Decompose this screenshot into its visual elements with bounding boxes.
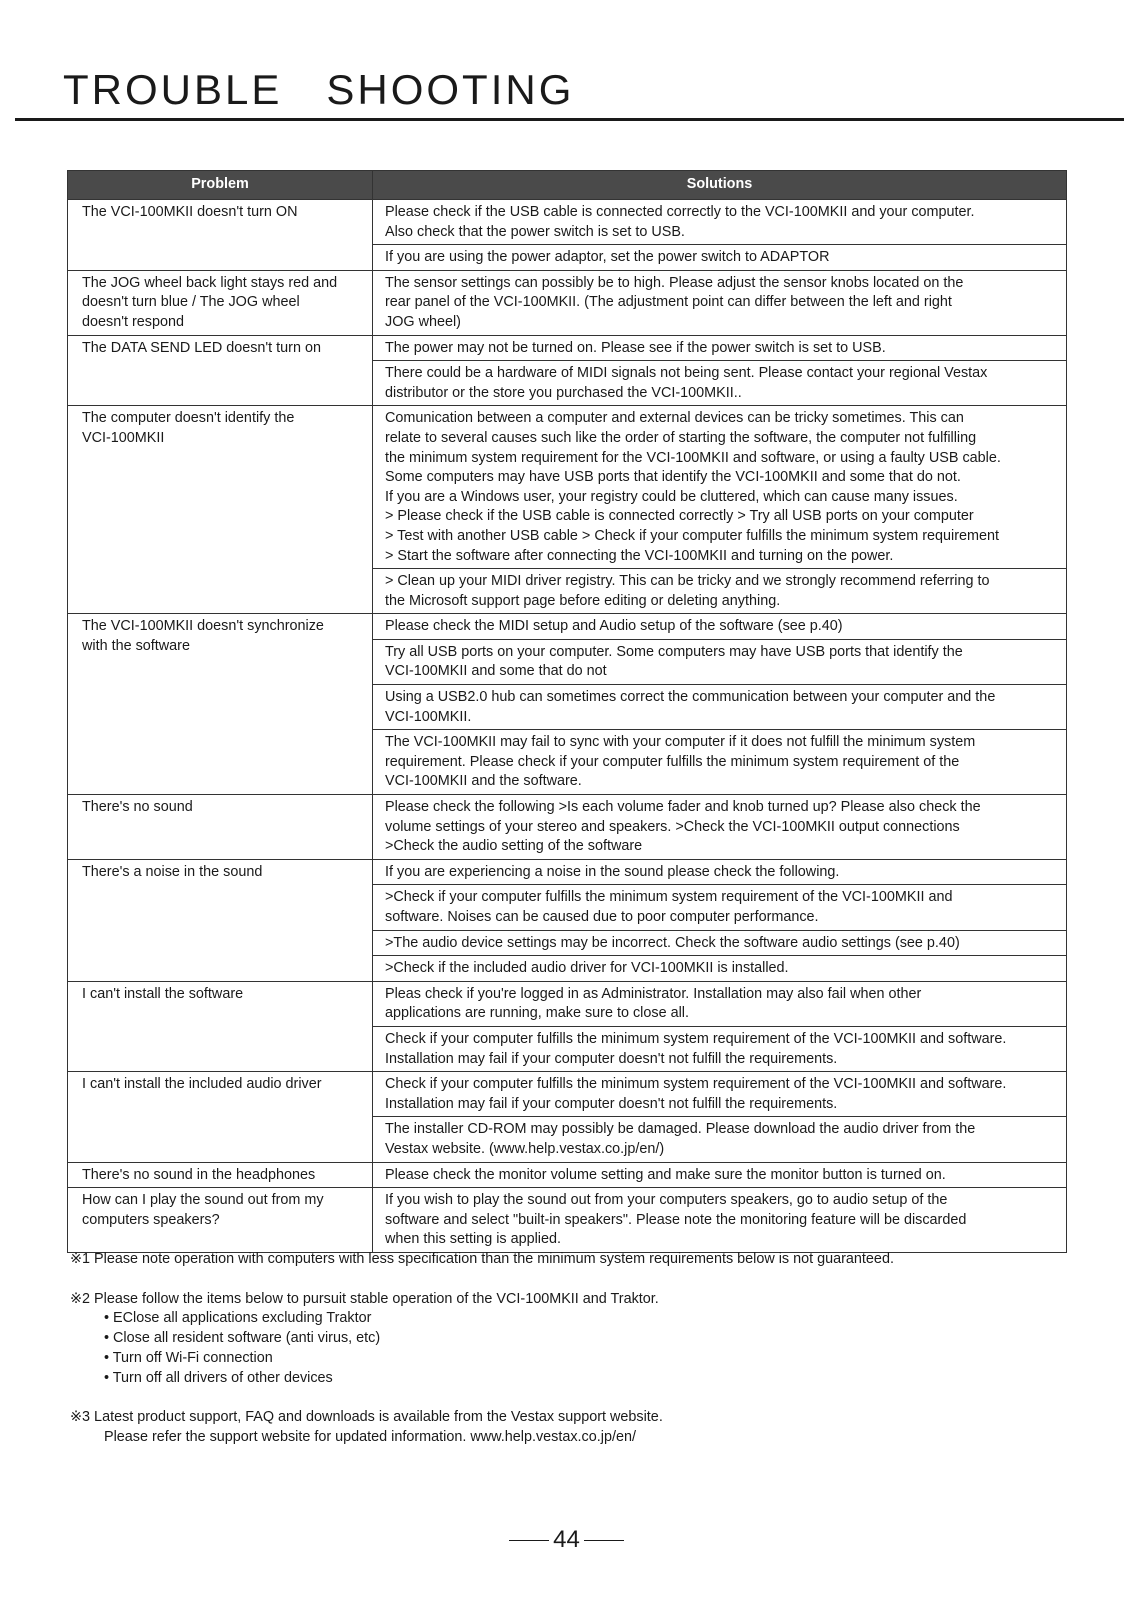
problem-text: There's a noise in the sound [82, 863, 263, 880]
solution-text: If you are using the power adaptor, set the power switch to ADAPTOR [385, 249, 830, 266]
problem-cell [68, 335, 373, 406]
table-row [68, 270, 1067, 335]
solution-text: The installer CD-ROM may possibly be damaged. Please download the audio driver from the [385, 1121, 976, 1138]
solution-text: Check if your computer fulfills the minimum system requirement of the VCI-100MKII and software. [385, 1030, 1007, 1047]
solution-cell [373, 335, 1067, 361]
solution-text: applications are running, make sure to close all. [385, 1005, 689, 1022]
solution-text: distributor or the store you purchased the VCI-100MKII.. [385, 384, 742, 401]
solution-text: requirement. Please check if your computer fulfills the minimum system requirement of the [385, 753, 960, 770]
solution-text: Installation may fail if your computer doesn't not fulfill the requirements. [385, 1050, 838, 1067]
solution-text: > Start the software after connecting the VCI-100MKII and turning on the power. [385, 547, 894, 564]
table-row [68, 1188, 1067, 1253]
table-body [68, 200, 1067, 1253]
table-row [68, 1162, 1067, 1188]
solution-text: VCI-100MKII and some that do not [385, 663, 607, 680]
problem-cell [68, 1188, 373, 1253]
problem-text: There's no sound in the headphones [82, 1166, 316, 1183]
footnote-1 [70, 1250, 894, 1270]
solutions-header: Solutions [373, 171, 1067, 200]
footnote-2-item: • Turn off all drivers of other devices [104, 1369, 333, 1386]
problem-cell [68, 200, 373, 271]
solution-text: The sensor settings can possibly be to high. Please adjust the sensor knobs located on the [385, 274, 964, 291]
problem-text: The DATA SEND LED doesn't turn on [82, 339, 321, 356]
solution-text: Pleas check if you're logged in as Administrator. Installation may also fail when other [385, 985, 922, 1002]
footnotes [70, 1250, 894, 1468]
page-number-rule-left [509, 1540, 549, 1542]
footnote-3-text-line2: Please refer the support website for updated information. www.help.vestax.co.jp/en/ [104, 1429, 636, 1446]
solution-text: The power may not be turned on. Please see if the power switch is set to USB. [385, 339, 886, 356]
table-row [68, 859, 1067, 885]
problem-text: The computer doesn't identify the [82, 410, 295, 427]
problem-cell [68, 614, 373, 795]
page-number-rule-right [584, 1540, 624, 1542]
solution-cell [373, 1117, 1067, 1162]
footnote-2 [70, 1290, 894, 1389]
solution-text: >The audio device settings may be incorrect. Check the software audio settings (see p.40) [385, 934, 960, 951]
problem-text: with the software [82, 637, 190, 654]
solution-text: There could be a hardware of MIDI signals not being sent. Please contact your regional Vestax [385, 365, 988, 382]
solution-text: Please check if the USB cable is connected correctly to the VCI-100MKII and your computer. [385, 204, 975, 220]
solution-text: Some computers may have USB ports that identify the VCI-100MKII and some that do not. [385, 469, 961, 486]
problem-cell [68, 1162, 373, 1188]
solution-text: >Check the audio setting of the software [385, 838, 643, 855]
solution-cell [373, 200, 1067, 245]
table-row [68, 406, 1067, 569]
solution-cell [373, 795, 1067, 860]
solution-text: > Clean up your MIDI driver registry. This can be tricky and we strongly recommend referring to [385, 573, 990, 590]
solution-text: Comunication between a computer and external devices can be tricky sometimes. This can [385, 410, 964, 427]
solution-cell [373, 639, 1067, 684]
page-title: TROUBLE SHOOTING [63, 66, 575, 113]
table-row [68, 1072, 1067, 1117]
table-row [68, 795, 1067, 860]
problem-text: I can't install the included audio driver [82, 1076, 322, 1093]
solution-text: Please check the monitor volume setting and make sure the monitor button is turned on. [385, 1166, 946, 1183]
solution-cell [373, 1188, 1067, 1253]
solution-text: If you are a Windows user, your registry could be cluttered, which can cause many issues. [385, 488, 958, 505]
table-row [68, 614, 1067, 640]
solution-text: If you wish to play the sound out from your computers speakers, go to audio setup of the [385, 1192, 948, 1209]
problem-text: The VCI-100MKII doesn't turn ON [82, 204, 298, 220]
solution-text: relate to several causes such like the order of starting the software, the computer not fulfilling [385, 429, 977, 446]
solution-text: VCI-100MKII. [385, 708, 472, 725]
solution-text: >Check if the included audio driver for VCI-100MKII is installed. [385, 960, 789, 977]
problem-text: The JOG wheel back light stays red and [82, 274, 338, 291]
footnote-3 [70, 1408, 894, 1448]
problem-cell [68, 406, 373, 614]
table-header-row [68, 171, 1067, 200]
solution-text: If you are experiencing a noise in the sound please check the following. [385, 863, 840, 880]
solution-text: The VCI-100MKII may fail to sync with your computer if it does not fulfill the minimum system [385, 734, 976, 751]
solution-text: rear panel of the VCI-100MKII. (The adjustment point can differ between the left and right [385, 294, 952, 311]
solution-cell [373, 270, 1067, 335]
solution-text: Check if your computer fulfills the minimum system requirement of the VCI-100MKII and software. [385, 1076, 1007, 1093]
problem-cell [68, 270, 373, 335]
table-row [68, 200, 1067, 245]
solution-text: software and select "built-in speakers". Please note the monitoring feature will be discarded [385, 1211, 967, 1228]
problem-text: VCI-100MKII [82, 429, 165, 446]
problem-text: doesn't respond [82, 313, 184, 330]
problem-text: The VCI-100MKII doesn't synchronize [82, 618, 324, 635]
table-row [68, 335, 1067, 361]
solution-cell [373, 981, 1067, 1026]
solution-cell [373, 406, 1067, 569]
footnote-1-text: ※1 Please note operation with computers with less specification than the minimum system requirements below is not guaranteed. [70, 1251, 894, 1267]
footnote-3-text: ※3 Latest product support, FAQ and downloads is available from the Vestax support website. [70, 1409, 663, 1426]
solution-cell [373, 885, 1067, 930]
solution-cell [373, 361, 1067, 406]
problem-text: doesn't turn blue / The JOG wheel [82, 294, 300, 311]
problem-text: How can I play the sound out from my [82, 1192, 324, 1209]
footnote-2-item: • EClose all applications excluding Traktor [104, 1310, 372, 1327]
troubleshooting-table [67, 170, 1067, 1253]
solution-text: the minimum system requirement for the VCI-100MKII and software, or using a faulty USB cable. [385, 449, 1001, 466]
problem-text: computers speakers? [82, 1211, 220, 1228]
solution-text: volume settings of your stereo and speakers. >Check the VCI-100MKII output connections [385, 818, 960, 835]
solution-text: the Microsoft support page before editing or deleting anything. [385, 592, 781, 609]
problem-header: Problem [68, 171, 373, 200]
solution-text: Please check the following >Is each volume fader and knob turned up? Please also check the [385, 799, 981, 816]
solution-cell [373, 859, 1067, 885]
footnote-2-item: • Close all resident software (anti virus, etc) [104, 1330, 381, 1347]
solution-cell [373, 614, 1067, 640]
page-number-value: 44 [553, 1526, 580, 1553]
page-number [0, 1526, 1133, 1554]
solution-cell [373, 245, 1067, 271]
solution-text: Try all USB ports on your computer. Some computers may have USB ports that identify the [385, 643, 963, 660]
solution-text: > Test with another USB cable > Check if your computer fulfills the minimum system requirement [385, 527, 999, 544]
solution-cell [373, 730, 1067, 795]
problem-cell [68, 795, 373, 860]
title-rule [15, 118, 1124, 121]
problem-text: I can't install the software [82, 985, 244, 1002]
problem-text: There's no sound [82, 799, 193, 816]
solution-text: JOG wheel) [385, 313, 461, 330]
footnote-2-text: ※2 Please follow the items below to pursuit stable operation of the VCI-100MKII and Traktor. [70, 1290, 659, 1307]
solution-cell [373, 930, 1067, 956]
solution-text: Using a USB2.0 hub can sometimes correct the communication between your computer and the [385, 689, 996, 706]
solution-cell [373, 1026, 1067, 1071]
solution-cell [373, 569, 1067, 614]
solution-cell [373, 956, 1067, 982]
solution-cell [373, 1162, 1067, 1188]
solution-text: when this setting is applied. [385, 1231, 561, 1248]
solution-text: Also check that the power switch is set to USB. [385, 223, 685, 240]
solution-cell [373, 1072, 1067, 1117]
solution-text: Please check the MIDI setup and Audio setup of the software (see p.40) [385, 618, 843, 635]
solution-cell [373, 685, 1067, 730]
problem-cell [68, 1072, 373, 1162]
problem-cell [68, 859, 373, 981]
solution-text: >Check if your computer fulfills the minimum system requirement of the VCI-100MKII and [385, 889, 953, 906]
footnote-2-item: • Turn off Wi-Fi connection [104, 1349, 273, 1366]
problem-cell [68, 981, 373, 1071]
solution-text: > Please check if the USB cable is connected correctly > Try all USB ports on your computer [385, 508, 974, 525]
solution-text: VCI-100MKII and the software. [385, 773, 582, 790]
solution-text: software. Noises can be caused due to poor computer performance. [385, 909, 819, 925]
solution-text: Installation may fail if your computer doesn't not fulfill the requirements. [385, 1095, 838, 1112]
table-row [68, 981, 1067, 1026]
solution-text: Vestax website. (www.help.vestax.co.jp/en/) [385, 1140, 665, 1157]
